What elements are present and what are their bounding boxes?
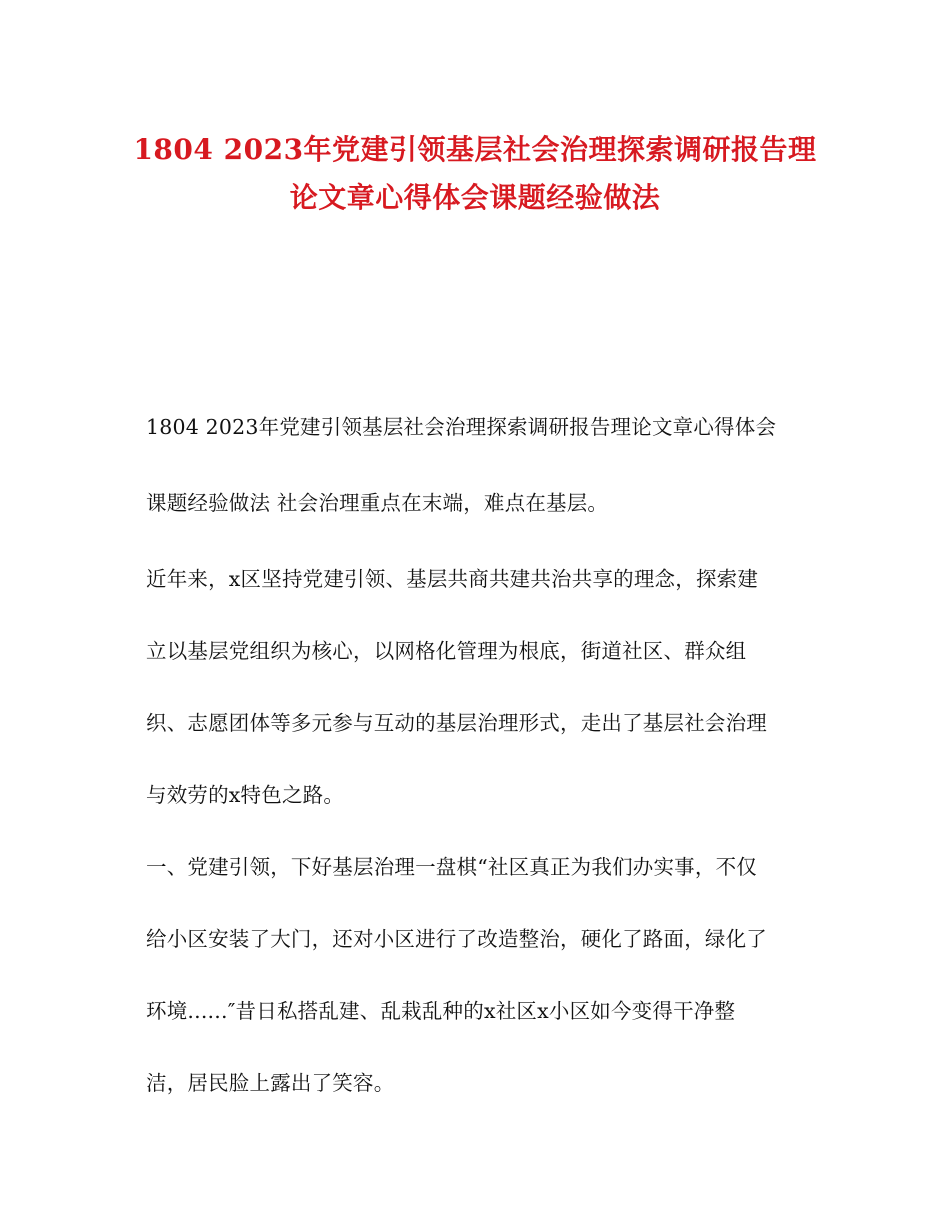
document-title [100,126,850,222]
title-line-1: 1804 2023年党建引领基层社会治理探索调研报告理 [133,133,817,166]
body-line-8: 给小区安装了大门，还对小区进行了改造整治，硬化了路面，绿化了 [146,927,767,951]
body-line-10: 洁，居民脸上露出了笑容。 [146,1071,395,1095]
body-line-3: 近年来，x区坚持党建引领、基层共商共建共治共享的理念，探索建 [146,567,759,591]
body-line-5: 织、志愿团体等多元参与互动的基层治理形式，走出了基层社会治理 [146,711,767,735]
body-line-6: 与效劳的x特色之路。 [146,783,345,807]
body-line-4: 立以基层党组织为核心，以网格化管理为根底，街道社区、群众组 [146,639,747,663]
body-line-2: 课题经验做法 社会治理重点在末端，难点在基层。 [146,491,609,515]
body-line-9: 环境......″昔日私搭乱建、乱栽乱种的x社区x小区如今变得干净整 [146,999,736,1023]
title-line-2: 论文章心得体会课题经验做法 [289,181,661,214]
body-line-7: 一、党建引领，下好基层治理一盘棋“社区真正为我们办实事，不仅 [146,855,757,879]
body-line-1: 1804 2023年党建引领基层社会治理探索调研报告理论文章心得体会 [146,415,777,439]
